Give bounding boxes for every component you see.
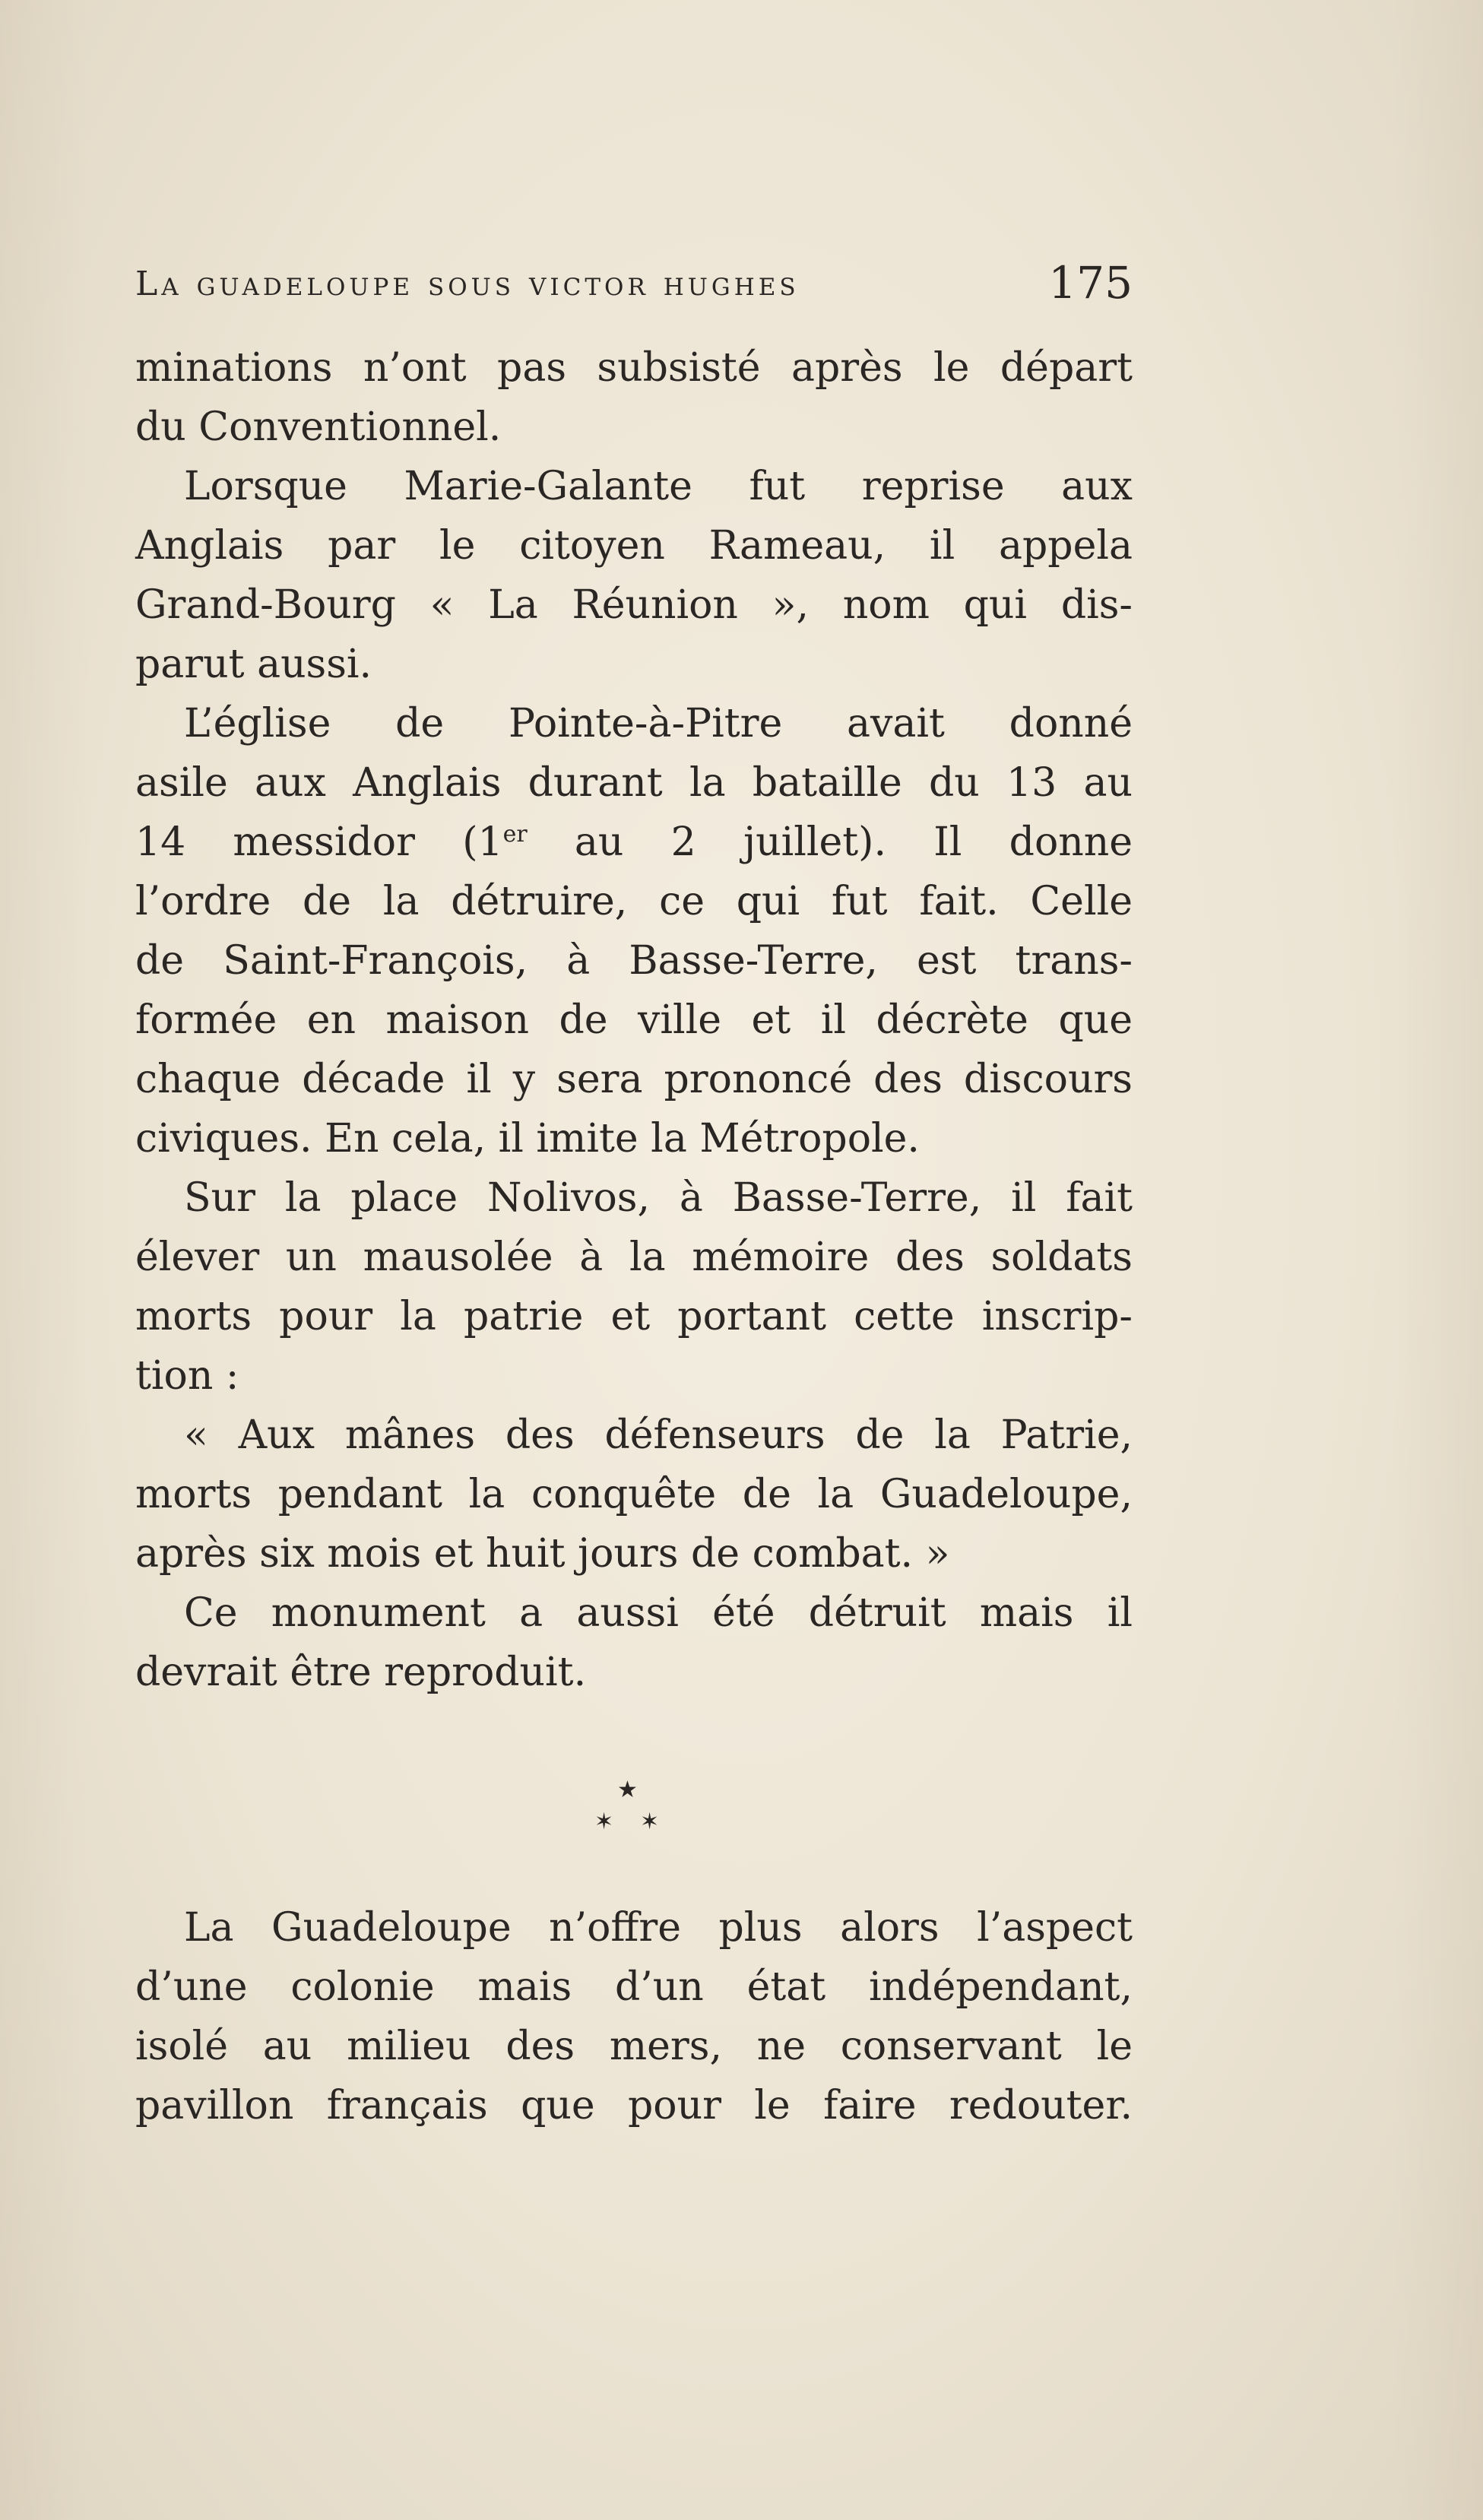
text-line: l’ordre de la détruire, ce qui fut fait. Celle [135, 879, 1133, 924]
text-line: pavillon français que pour le faire redouter. [135, 2083, 1133, 2129]
asterism-separator [578, 1779, 669, 1855]
asterism-star-icon: ✶ [640, 1808, 660, 1835]
text-line: Anglais par le citoyen Rameau, il appela [135, 523, 1133, 569]
running-title: La guadeloupe sous victor hughes [135, 265, 800, 303]
text-line: formée en maison de ville et il décrète que [135, 997, 1133, 1043]
asterism-star-icon: ★ [617, 1777, 638, 1803]
text-line [135, 812, 1133, 873]
text-line: de Saint-François, à Basse-Terre, est trans- [135, 938, 1133, 984]
text-line: tion : [135, 1353, 239, 1399]
text-line: Grand-Bourg « La Réunion », nom qui dis- [135, 582, 1133, 628]
text-line: Lorsque Marie-Galante fut reprise aux [184, 464, 1133, 509]
text-line: devrait être reproduit. [135, 1650, 587, 1695]
text-line: parut aussi. [135, 642, 372, 687]
text-line: Ce monument a aussi été détruit mais il [184, 1590, 1133, 1636]
text-segment: au 2 juillet). Il donne [527, 819, 1133, 865]
text-line: minations n’ont pas subsisté après le départ [135, 345, 1133, 391]
text-line: Sur la place Nolivos, à Basse-Terre, il fait [184, 1175, 1133, 1221]
text-line: civiques. En cela, il imite la Métropole. [135, 1116, 920, 1162]
running-head [135, 257, 1133, 310]
page-number: 175 [1048, 257, 1133, 309]
text-line: La Guadeloupe n’offre plus alors l’aspect [184, 1905, 1133, 1951]
text-line: après six mois et huit jours de combat. » [135, 1531, 950, 1577]
asterism-star-icon: ✶ [594, 1808, 614, 1835]
text-line: morts pour la patrie et portant cette inscrip- [135, 1294, 1133, 1339]
text-line: asile aux Anglais durant la bataille du 13 au [135, 760, 1133, 806]
text-line: chaque décade il y sera prononcé des discours [135, 1057, 1133, 1102]
text-line: du Conventionnel. [135, 404, 502, 450]
text-line: L’église de Pointe-à-Pitre avait donné [184, 701, 1133, 746]
text-line: élever un mausolée à la mémoire des soldats [135, 1235, 1133, 1280]
text-line: morts pendant la conquête de la Guadeloupe, [135, 1472, 1133, 1517]
superscript: er [502, 821, 528, 848]
text-line: isolé au milieu des mers, ne conservant le [135, 2024, 1133, 2069]
text-segment: 14 messidor (1 [135, 819, 503, 865]
text-line: « Aux mânes des défenseurs de la Patrie, [184, 1412, 1133, 1458]
text-line: d’une colonie mais d’un état indépendant, [135, 1964, 1133, 2010]
